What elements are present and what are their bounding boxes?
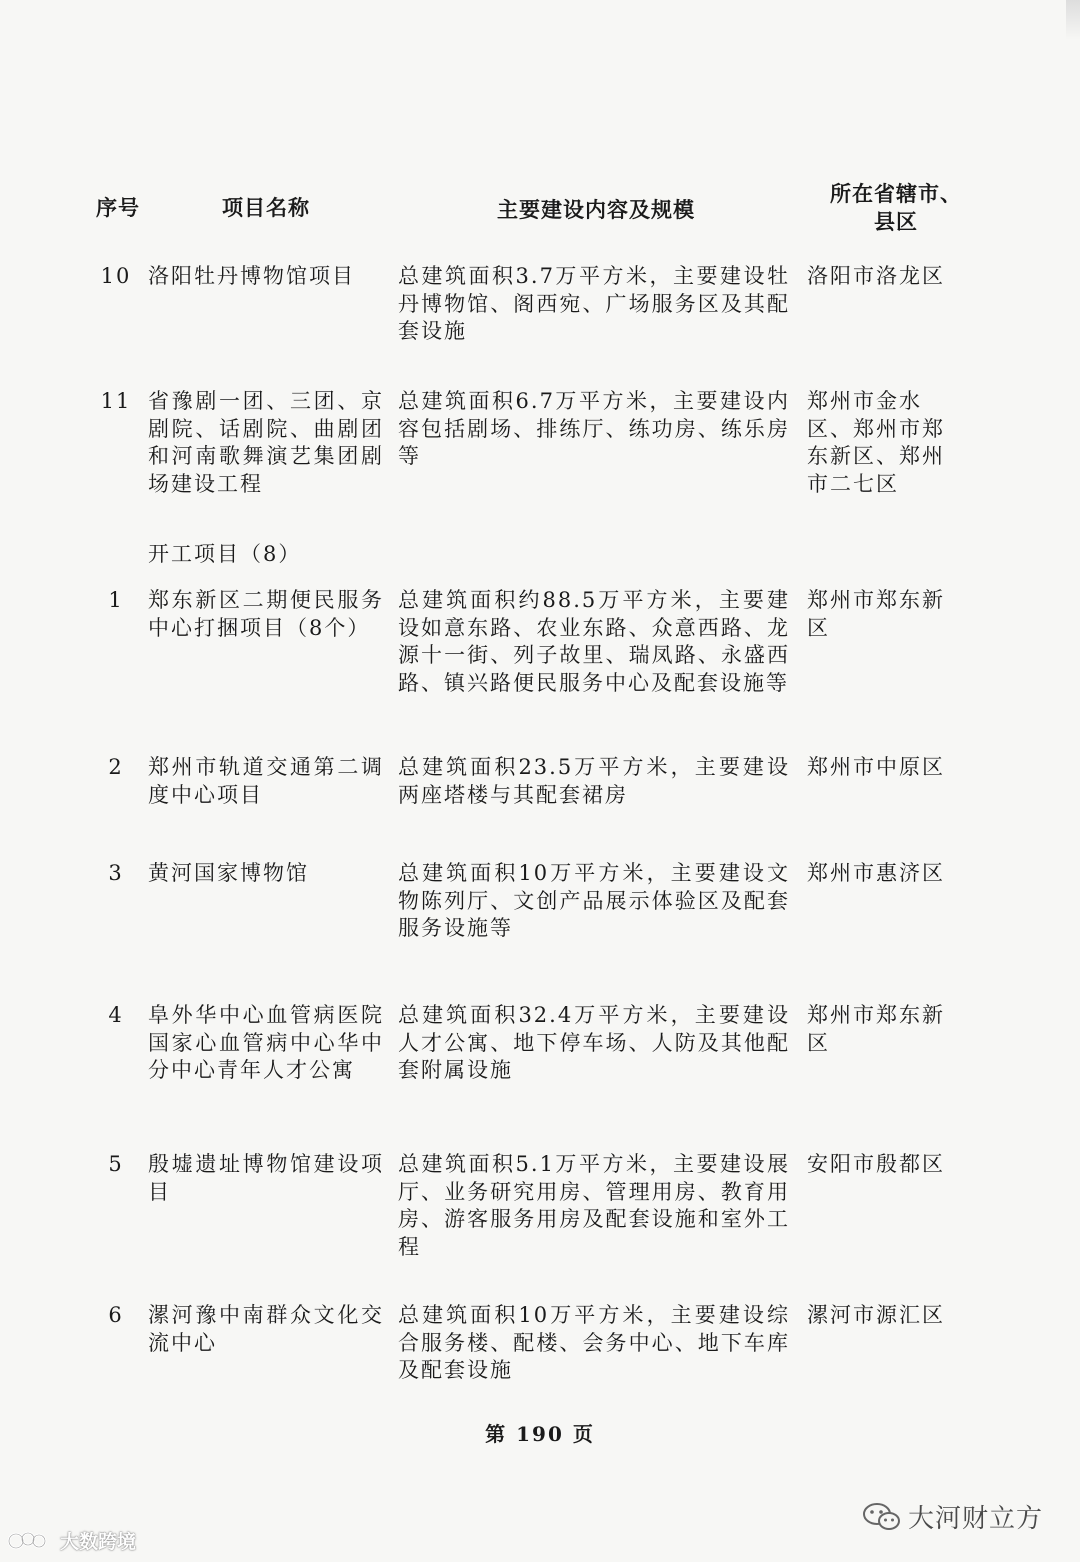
row-seq: 3 xyxy=(108,861,124,885)
header-location xyxy=(826,180,966,236)
row-name: 郑州市轨道交通第二调度中心项目 xyxy=(148,755,384,807)
brand-logo-icon xyxy=(6,1529,56,1553)
row-content: 总建筑面积32.4万平方米，主要建设人才公寓、地下停车场、人防及其他配套附属设施 xyxy=(398,1003,790,1082)
row-seq: 1 xyxy=(108,588,124,612)
header-content: 主要建设内容及规模 xyxy=(497,197,695,222)
watermark-right xyxy=(862,1498,1043,1535)
row-content: 总建筑面积5.1万平方米，主要建设展厅、业务研究用房、管理用房、教育用房、游客服务用房及配套设施和室外工程 xyxy=(398,1152,790,1259)
row-name: 郑东新区二期便民服务中心打捆项目（8个） xyxy=(148,588,384,640)
row-location: 郑州市郑东新区 xyxy=(807,588,945,640)
row-location: 郑州市郑东新区 xyxy=(807,1003,945,1055)
row-seq: 2 xyxy=(108,755,124,779)
row-name: 洛阳牡丹博物馆项目 xyxy=(148,264,355,288)
row-content: 总建筑面积3.7万平方米，主要建设牡丹博物馆、阁西宛、广场服务区及其配套设施 xyxy=(398,264,790,343)
row-seq: 5 xyxy=(108,1152,124,1176)
row-name: 黄河国家博物馆 xyxy=(148,861,309,885)
header-seq: 序号 xyxy=(96,195,140,220)
row-name: 省豫剧一团、三团、京剧院、话剧院、曲剧团和河南歌舞演艺集团剧场建设工程 xyxy=(148,389,384,496)
row-location: 郑州市中原区 xyxy=(807,755,945,779)
row-seq: 11 xyxy=(100,389,132,413)
row-seq: 6 xyxy=(108,1303,124,1327)
wechat-icon xyxy=(862,1501,902,1533)
scan-edge xyxy=(1066,0,1080,40)
section-title: 开工项目（8） xyxy=(148,542,302,566)
row-name: 阜外华中心血管病医院国家心血管病中心华中分中心青年人才公寓 xyxy=(148,1003,384,1082)
row-name: 殷墟遗址博物馆建设项目 xyxy=(148,1152,384,1204)
header-location-line1: 所在省辖市、 xyxy=(830,181,962,206)
row-location: 郑州市金水区、郑州市郑东新区、郑州市二七区 xyxy=(807,389,945,496)
row-content: 总建筑面积6.7万平方米，主要建设内容包括剧场、排练厅、练功房、练乐房等 xyxy=(398,389,790,468)
page-number: 第 190 页 xyxy=(485,1422,595,1446)
header-location-line2: 县区 xyxy=(874,209,918,234)
row-location: 安阳市殷都区 xyxy=(807,1152,945,1176)
row-content: 总建筑面积10万平方米，主要建设文物陈列厅、文创产品展示体验区及配套服务设施等 xyxy=(398,861,790,940)
watermark-left xyxy=(6,1527,136,1554)
row-location: 漯河市源汇区 xyxy=(807,1303,945,1327)
row-content: 总建筑面积10万平方米，主要建设综合服务楼、配楼、会务中心、地下车库及配套设施 xyxy=(398,1303,790,1382)
row-seq: 4 xyxy=(108,1003,124,1027)
row-content: 总建筑面积23.5万平方米，主要建设两座塔楼与其配套裙房 xyxy=(398,755,790,807)
watermark-left-text: 大数跨境 xyxy=(60,1531,137,1553)
row-content: 总建筑面积约88.5万平方米，主要建设如意东路、农业东路、众意西路、龙源十一街、列子故里、瑞凤路、永盛西路、镇兴路便民服务中心及配套设施等 xyxy=(398,588,790,695)
header-name: 项目名称 xyxy=(222,195,310,220)
row-name: 漯河豫中南群众文化交流中心 xyxy=(148,1303,384,1355)
row-location: 洛阳市洛龙区 xyxy=(807,264,945,288)
watermark-right-text: 大河财立方 xyxy=(908,1504,1044,1534)
row-location: 郑州市惠济区 xyxy=(807,861,945,885)
row-seq: 10 xyxy=(100,264,132,288)
